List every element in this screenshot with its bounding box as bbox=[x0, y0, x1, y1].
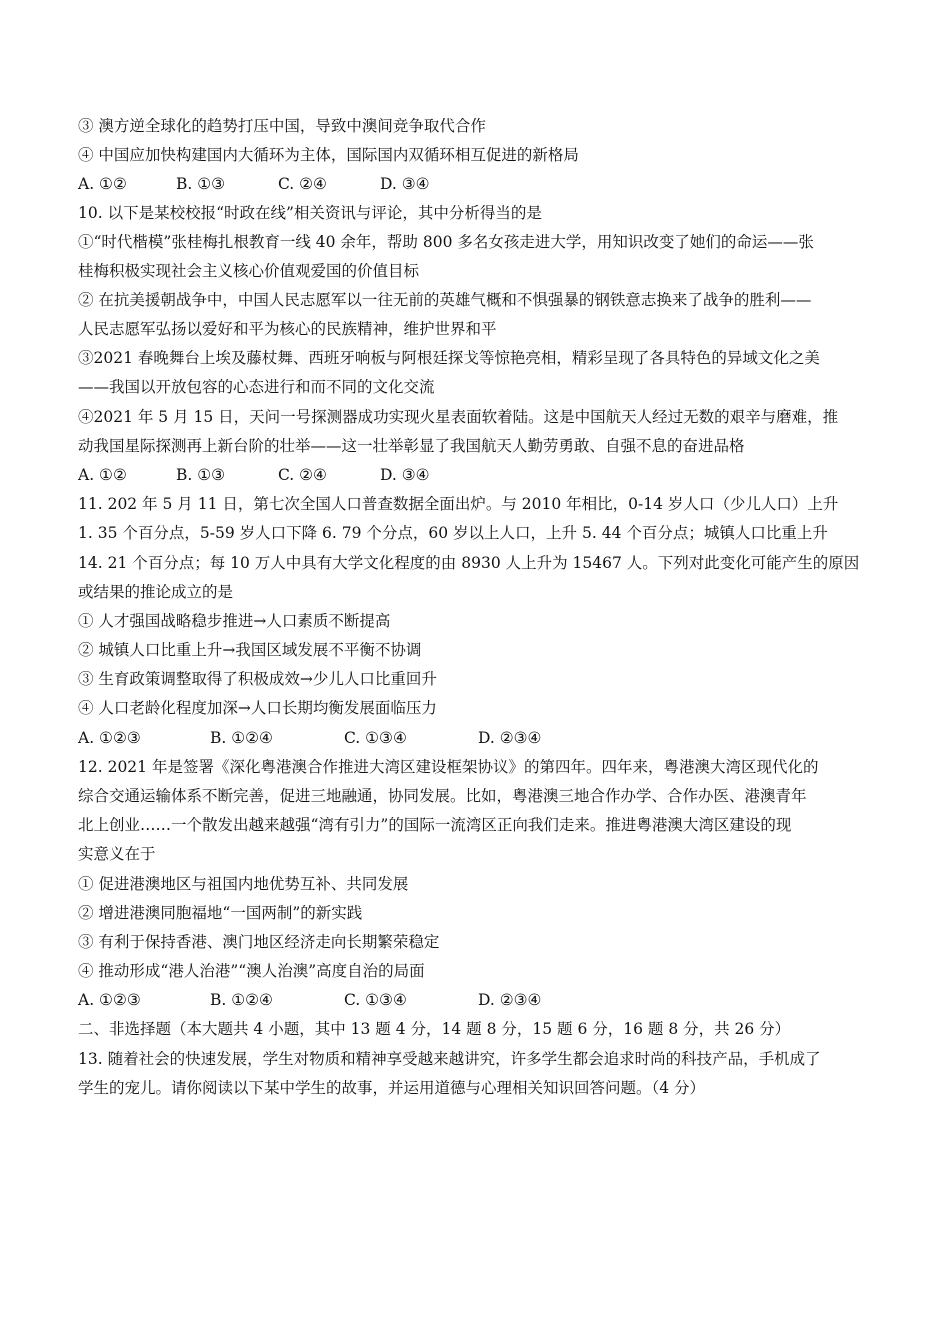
option-a: A. ①②③ bbox=[78, 729, 141, 747]
option-d: D. ③④ bbox=[380, 466, 430, 484]
q11-stem-3: 14. 21 个百分点；每 10 万人中具有大学文化程度的由 8930 人上升为 15467 人。下列对此变化可能产生的原因 bbox=[78, 554, 860, 572]
q12-stem-2: 综合交通运输体系不断完善，促进三地融通，协同发展。比如，粤港澳三地合作办学、合作办医、港澳青年 bbox=[78, 787, 807, 805]
q11-stem-1: 11. 202 年 5 月 11 日，第七次全国人口普查数据全面出炉。与 2010 年相比，0-14 岁人口（少儿人口）上升 bbox=[78, 495, 839, 513]
option-d: D. ③④ bbox=[380, 175, 430, 193]
option-c: C. ①③④ bbox=[344, 991, 407, 1009]
q9-item-3: ③ 澳方逆全球化的趋势打压中国，导致中澳间竞争取代合作 bbox=[78, 117, 486, 135]
option-a: A. ①② bbox=[78, 175, 127, 193]
option-c: C. ②④ bbox=[278, 466, 327, 484]
option-d: D. ②③④ bbox=[478, 991, 542, 1009]
option-c: C. ②④ bbox=[278, 175, 327, 193]
q10-stem: 10. 以下是某校校报“时政在线”相关资讯与评论，其中分析得当的是 bbox=[78, 204, 542, 222]
q10-item-4-cont: 动我国星际探测再上新台阶的壮举——这一壮举彰显了我国航天人勤劳勇敢、自强不息的奋进品格 bbox=[78, 437, 745, 455]
q12-stem-1: 12. 2021 年是签署《深化粤港澳合作推进大湾区建设框架协议》的第四年。四年来，粤港澳大湾区现代化的 bbox=[78, 758, 819, 776]
option-b: B. ①③ bbox=[176, 466, 226, 484]
q11-item-2: ② 城镇人口比重上升→我国区域发展不平衡不协调 bbox=[78, 641, 422, 659]
q12-item-2: ② 增进港澳同胞福地“一国两制”的新实践 bbox=[78, 904, 363, 922]
option-d: D. ②③④ bbox=[478, 729, 542, 747]
section-two-heading: 二、非选择题（本大题共 4 小题，其中 13 题 4 分，14 题 8 分，15 题 6 分，16 题 8 分，共 26 分） bbox=[78, 1020, 791, 1038]
q12-item-3: ③ 有利于保持香港、澳门地区经济走向长期繁荣稳定 bbox=[78, 933, 440, 951]
option-a: A. ①②③ bbox=[78, 991, 141, 1009]
q10-item-3: ③2021 春晚舞台上埃及藤杖舞、西班牙响板与阿根廷探戈等惊艳亮相，精彩呈现了各具特色的异域文化之美 bbox=[78, 349, 820, 367]
q12-item-4: ④ 推动形成“港人治港”“澳人治澳”高度自治的局面 bbox=[78, 962, 425, 980]
option-b: B. ①③ bbox=[176, 175, 226, 193]
q11-item-1: ① 人才强国战略稳步推进→人口素质不断提高 bbox=[78, 612, 391, 630]
q11-item-3: ③ 生育政策调整取得了积极成效→少儿人口比重回升 bbox=[78, 670, 437, 688]
option-b: B. ①②④ bbox=[210, 729, 273, 747]
option-a: A. ①② bbox=[78, 466, 127, 484]
q10-item-2-cont: 人民志愿军弘扬以爱好和平为核心的民族精神，维护世界和平 bbox=[78, 320, 497, 338]
q12-stem-4: 实意义在于 bbox=[78, 845, 156, 863]
q13-stem-1: 13. 随着社会的快速发展，学生对物质和精神享受越来越讲究，许多学生都会追求时尚的科技产品，手机成了 bbox=[78, 1050, 821, 1068]
option-b: B. ①②④ bbox=[210, 991, 273, 1009]
q9-item-4: ④ 中国应加快构建国内大循环为主体，国际国内双循环相互促进的新格局 bbox=[78, 146, 579, 164]
q12-item-1: ① 促进港澳地区与祖国内地优势互补、共同发展 bbox=[78, 875, 409, 893]
q11-item-4: ④ 人口老龄化程度加深→人口长期均衡发展面临压力 bbox=[78, 699, 437, 717]
q13-stem-2: 学生的宠儿。请你阅读以下某中学生的故事，并运用道德与心理相关知识回答问题。（4 分） bbox=[78, 1079, 706, 1097]
option-c: C. ①③④ bbox=[344, 729, 407, 747]
q10-item-4: ④2021 年 5 月 15 日，天问一号探测器成功实现火星表面软着陆。这是中国航天人经过无数的艰辛与磨难，推 bbox=[78, 408, 839, 426]
q10-item-3-cont: ——我国以开放包容的心态进行和而不同的文化交流 bbox=[78, 378, 435, 396]
q11-stem-4: 或结果的推论成立的是 bbox=[78, 583, 234, 601]
q10-item-1-cont: 桂梅积极实现社会主义核心价值观爱国的价值目标 bbox=[78, 262, 420, 280]
q11-stem-2: 1. 35 个百分点，5-59 岁人口下降 6. 79 个分点，60 岁以上人口，上升 5. 44 个百分点；城镇人口比重上升 bbox=[78, 524, 828, 542]
q10-item-2: ② 在抗美援朝战争中，中国人民志愿军以一往无前的英雄气概和不惧强暴的钢铁意志换来了战争的胜利—— bbox=[78, 291, 812, 309]
q12-stem-3: 北上创业……一个散发出越来越强“湾有引力”的国际一流湾区正向我们走来。推进粤港澳大湾区建设的现 bbox=[78, 816, 792, 834]
q10-item-1: ①“时代楷模”张桂梅扎根教育一线 40 余年，帮助 800 多名女孩走进大学，用知识改变了她们的命运——张 bbox=[78, 233, 814, 251]
